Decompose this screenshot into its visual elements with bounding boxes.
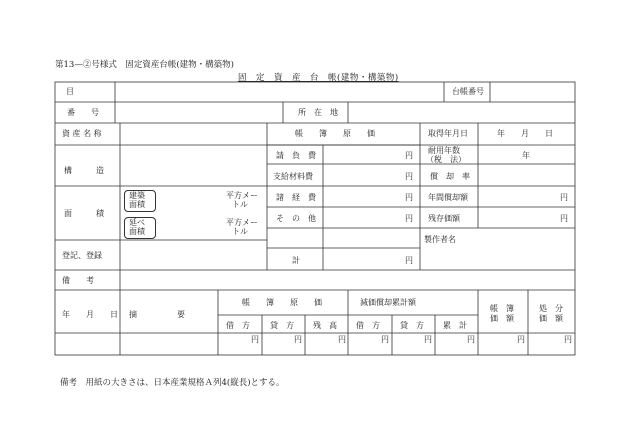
- ledger-en-2: 円: [294, 335, 302, 344]
- en-shokeihi: 円: [405, 193, 413, 202]
- bango-label: 番 号: [67, 108, 99, 117]
- heiho-meter-2a: トル: [232, 200, 248, 209]
- heiho-meter-1a: 平方メー: [226, 191, 258, 200]
- ledger-genka-zandaka: 残 高: [313, 321, 337, 330]
- ledger-tekiyo-header: 摘 要: [129, 310, 185, 319]
- ledger-chobo-kagaku-1: 帳 簿: [490, 304, 514, 313]
- daicho-bango-label: 台帳番号: [452, 87, 484, 96]
- taiyo-nensu-label-2: （税 法）: [426, 155, 466, 164]
- form-title: 固 定 資 産 台 帳(建物・構築物): [238, 73, 399, 83]
- heiho-meter-2b: トル: [232, 227, 248, 236]
- shutoku-nengappi-value: 年 月 日: [497, 129, 553, 138]
- toki-toroku-label: 登記、登録: [62, 251, 102, 260]
- ledger-shokyaku-ruikei: 累 計: [443, 321, 467, 330]
- en-shikyu: 円: [405, 172, 413, 181]
- footnote: 備考 用紙の大きさは、日本産業規格Ａ列4(縦長)とする。: [60, 378, 285, 388]
- shisan-meisho-label: 資 産 名 称: [62, 129, 102, 138]
- chobo-genka-header: 帳 簿 原 価: [295, 129, 375, 138]
- ledger-shokyaku-kashikata: 貸 方: [400, 321, 424, 330]
- ledger-en-1: 円: [251, 335, 259, 344]
- ledger-en-7: 円: [517, 335, 525, 344]
- shokyaku-ritsu-label: 償 却 率: [430, 172, 470, 181]
- ledger-shobun-kagaku-1: 処 分: [539, 304, 563, 313]
- shokeihi-label: 諸 経 費: [276, 193, 316, 202]
- ledger-genka-karikata: 借 方: [226, 321, 250, 330]
- moku-label: 目: [66, 87, 74, 96]
- en-zanson: 円: [560, 214, 568, 223]
- kenchiku-menseki-2: 面積: [129, 200, 145, 209]
- form-label: 第13—②号様式 固定資産台帳(建物・構築物): [55, 60, 234, 70]
- nobe-menseki-1: 延べ: [129, 218, 145, 227]
- nobe-menseki-2: 面積: [129, 227, 145, 236]
- kenchiku-menseki-1: 建築: [129, 191, 145, 200]
- taiyo-nensu-label-1: 耐用年数: [428, 146, 460, 155]
- ledger-shobun-kagaku-2: 価 額: [539, 314, 563, 323]
- seisakusha-mei-label: 製作者名: [424, 235, 456, 244]
- ledger-genka-kashikata: 貸 方: [270, 321, 294, 330]
- ukeoi-hi-label: 請 負 費: [276, 151, 316, 160]
- zanson-kagaku-label: 残存価額: [428, 214, 460, 223]
- ledger-chobo-kagaku-2: 価 額: [490, 314, 514, 323]
- shozaichi-label: 所 在 地: [298, 108, 338, 117]
- sonota-label: そ の 他: [276, 214, 316, 223]
- en-ukeoi: 円: [405, 151, 413, 160]
- en-nenkan: 円: [560, 193, 568, 202]
- en-sonota: 円: [405, 214, 413, 223]
- shutoku-nengappi-label: 取得年月日: [428, 129, 468, 138]
- ledger-chobo-genka-header: 帳 簿 原 価: [242, 298, 322, 307]
- ledger-en-8: 円: [564, 335, 572, 344]
- ledger-shokyaku-karikata: 借 方: [356, 321, 380, 330]
- biko-label: 備 考: [62, 276, 94, 285]
- menseki-label: 面 積: [64, 209, 104, 218]
- ledger-en-5: 円: [424, 335, 432, 344]
- shikyu-zairyo-hi-label: 支給材料費: [273, 172, 313, 181]
- en-kei: 円: [405, 256, 413, 265]
- heiho-meter-1b: 平方メー: [226, 218, 258, 227]
- ledger-genka-shokyaku-header: 減価償却累計額: [360, 298, 416, 307]
- kozo-label: 構 造: [64, 166, 104, 175]
- kei-label: 計: [292, 256, 300, 265]
- taiyo-nensu-unit: 年: [522, 151, 530, 160]
- nenkan-shokyaku-gaku-label: 年間償却額: [428, 193, 468, 202]
- ledger-date-header: 年 月 日: [62, 310, 118, 319]
- ledger-en-4: 円: [381, 335, 389, 344]
- ledger-en-6: 円: [467, 335, 475, 344]
- ledger-en-3: 円: [338, 335, 346, 344]
